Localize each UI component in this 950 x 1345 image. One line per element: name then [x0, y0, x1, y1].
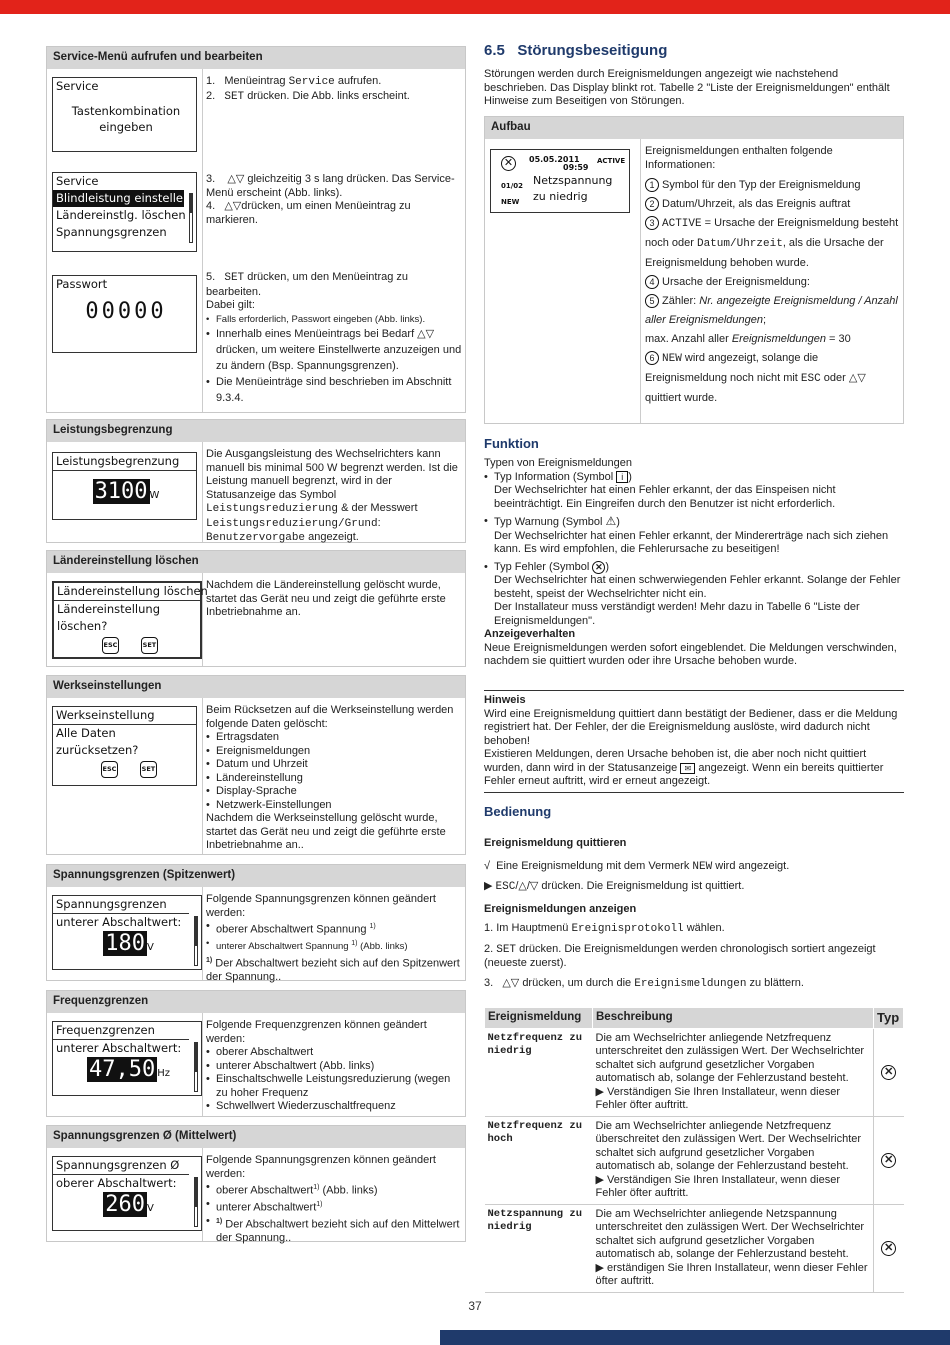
section-leistungsbegrenzung — [46, 419, 466, 543]
envelope-icon: ✉ — [680, 763, 695, 774]
anzeigen-heading: Ereignismeldungen anzeigen — [484, 903, 637, 915]
col-header-ereignis: Ereignismeldung — [485, 1008, 593, 1029]
section-title: Spannungsgrenzen (Spitzenwert) — [47, 865, 465, 887]
bottom-color-bar — [440, 1330, 950, 1345]
section-title: Ländereinstellung löschen — [47, 551, 465, 573]
lcd-service-menu: Service Blindleistung einstellen Ländereinstlg. löschen Spannungsgrenzen — [52, 172, 197, 252]
lcd-freq: Frequenzgrenzen unterer Abschaltwert: 47,50 Hz — [52, 1021, 202, 1096]
scrollbar — [189, 193, 193, 243]
service-steps-3-4: 3. △▽ gleichzeitig 3 s lang drücken. Das Service-Menü erscheint (Abb. links). 4. △▽drücken, um einen Menüeintrag zu markieren. — [206, 173, 455, 226]
heading-bedienung: Bedienung — [484, 804, 552, 819]
heading-funktion: Funktion — [484, 436, 539, 451]
table-row: Netzspannung zu niedrig Die am Wechselrichter anliegende Netzspannung unterschreitet den zulässigen Wert. Der Wechselrichter schaltet sich aufgrund gesetzlicher Vorgaben automatisch ab, solange der Fehlerzustand besteht. ▶ erständigen Sie Ihren Installateur, wenn dieser Fehler öfter auftritt. ✕ — [485, 1204, 904, 1292]
section-title: Leistungsbegrenzung — [47, 420, 465, 442]
lcd-mittel: Spannungsgrenzen Ø oberer Abschaltwert: 260 V — [52, 1156, 202, 1231]
leistung-text: Die Ausgangsleistung des Wechselrichters kann manuell bis minimal 500 W begrenzt werden. Ist die Leistung manuell begrenzt, wird in der Statusanzeige das Symbol Leistungsreduzierung & der Messwert Leistungsreduzierung/Grund: Benutzervorgabe angezeigt. — [206, 448, 458, 544]
error-type-icon: ✕ — [881, 1241, 896, 1256]
hinweis-box: Hinweis Wird eine Ereignismeldung quittiert dann bestätigt der Bediener, dass er die Meldung registriert hat. Der Fehler, der die Ereignismeldung auslöste, wird dadurch nicht behoben! Existieren Meldungen, deren Ursache behoben ist, die aber noch nicht quittiert wurden, dann wird in der Statusanzeige ✉ angezeigt. Wenn ein bereits quittierter Fehler erneut auftritt, wird er erneut angezeigt. — [484, 690, 904, 793]
lcd-password: Passwort 00000 — [52, 275, 197, 353]
section-title: Frequenzgrenzen — [47, 991, 465, 1013]
service-step-5: 5. SET drücken, um den Menüeintrag zu bearbeiten. Dabei gilt: • Falls erforderlich, Passwort eingeben (Abb. links). • Innerhalb eines Menüeintrags bei Bedarf △▽ drücken, um weitere Einstellwerte anzuzeigen und zu ändern (Bsp. Spannungsgrenzen). • Die Menüeinträge sind beschrieben im Abschnitt 9.3.4. — [206, 271, 462, 406]
lcd-event: ✕ 05.05.2011 09:59 ACTIVE 01/02 NEW Netzspannung zu niedrig — [490, 149, 630, 213]
error-type-icon: ✕ — [881, 1153, 896, 1168]
mittel-text: Folgende Spannungsgrenzen können geändert werden: • oberer Abschaltwert$^{1)}$ (Abb. links) • unterer Abschaltwert$^{1)}$ • $^{1)}$ Der Abschaltwert bezieht sich auf den Mittelwert der Spannung.. — [206, 1154, 462, 1246]
col-header-typ: Typ — [874, 1008, 904, 1029]
anzeigen-steps: 1. Im Hauptmenü Ereignisprotokoll wählen. 2. SET drücken. Die Ereignismeldungen werden chronologisch sortiert angezeigt (neueste zuerst). 3. △▽ drücken, um durch die Ereignismeldungen zu blättern. — [484, 922, 876, 990]
page-number: 37 — [468, 1299, 482, 1313]
warning-symbol-icon: ⚠ — [605, 514, 617, 528]
section-aufbau — [484, 116, 904, 424]
section-werkseinstellungen — [46, 675, 466, 855]
marker-3-icon: 3 — [645, 216, 659, 230]
laender-text: Nachdem die Ländereinstellung gelöscht wurde, startet das Gerät neu und zeigt die geführte erste Inbetriebnahme an. — [206, 579, 446, 618]
section-title: Aufbau — [485, 117, 903, 139]
lcd-laender: Ländereinstellung löschen Ländereinstellung löschen? ESC SET — [52, 581, 202, 659]
top-color-bar — [0, 0, 950, 14]
lcd-spitze: Spannungsgrenzen unterer Abschaltwert: 180 V — [52, 895, 202, 970]
esc-key-icon: ESC — [102, 637, 119, 654]
esc-key-icon: ESC — [101, 761, 118, 778]
set-key-icon: SET — [140, 761, 157, 778]
funktion-text: Typen von Ereignismeldungen • Typ Information (Symbol i ) Der Wechselrichter hat einen Fehler erkannt, der das Einspeisen nicht beeinträchtigt. Ein Eingreifen durch den Benutzer ist nicht erforderlich. • Typ Warnung (Symbol ⚠) Der Wechselrichter hat einen Fehler erkannt, der Mindererträge nach sich ziehen kann. Es wird empfohlen, die Fehlerursache zu beseitigen! • Typ Fehler (Symbol ✕ ) Der Wechselrichter hat einen schwerwiegenden Fehler erkannt. Solange der Fehler besteht, speist der Wechselrichter nicht ein. Der Installateur muss verständigt werden! Mehr dazu in Tabelle 6 "Liste der Ereignismeldungen". Anzeigeverhalten Neue Ereignismeldungen werden sofort eingeblendet. Die Meldungen verschwinden, nachdem sie quittiert wurden oder ihre Ursache behoben wurde. — [484, 457, 904, 669]
error-symbol-icon: ✕ — [592, 561, 605, 574]
scrollbar — [194, 1042, 198, 1092]
marker-6-icon: 6 — [645, 351, 659, 365]
section-spannungsgrenzen-mittel — [46, 1125, 466, 1245]
aufbau-info: Ereignismeldungen enthalten folgende Informationen: 1 Symbol für den Typ der Ereignismeldung 2 Datum/Uhrzeit, als das Ereignis auftrat 3 ACTIVE = Ursache der Ereignismeldung besteht noch oder Datum/Uhrzeit, als die Ursache der Ereignismeldung behoben wurde. 4 Ursache der Ereignismeldung: 5 Zähler: Nr. angezeigte Ereignismeldung / Anzahl aller Ereignismeldungen; max. Anzahl aller Ereignismeldungen = 30 6 NEW wird angezeigt, solange die Ereignismeldung noch nicht mit ESC oder △▽ quittiert wurde. — [645, 145, 899, 404]
quittieren-heading: Ereignismeldung quittieren — [484, 837, 627, 849]
scrollbar — [194, 916, 198, 966]
table-row: Netzfrequenz zu hoch Die am Wechselrichter anliegende Netzfrequenz überschreitet den zulässigen Wert. Der Wechselrichter schaltet sich aufgrund gesetzlicher Vorgaben automatisch ab, solange der Fehlerzustand besteht. ▶ Verständigen Sie Ihren Installateur, wenn dieser Fehler öfter auftritt. ✕ — [485, 1116, 904, 1204]
section-laendereinstellung — [46, 550, 466, 667]
marker-1-icon: 1 — [645, 178, 659, 192]
section-service-menu — [46, 46, 466, 413]
marker-4-icon: 4 — [645, 275, 659, 289]
lcd-service-combo: Service Tastenkombination eingeben — [52, 77, 197, 152]
section-title: Werkseinstellungen — [47, 676, 465, 698]
marker-5-icon: 5 — [645, 294, 659, 308]
col-header-beschreibung: Beschreibung — [593, 1008, 874, 1029]
section-spannungsgrenzen-spitze — [46, 864, 466, 981]
table-row: Netzfrequenz zu niedrig Die am Wechselrichter anliegende Netzfrequenz unterschreitet den zulässigen Wert. Der Wechselrichter schaltet sich aufgrund gesetzlicher Vorgaben automatisch ab, solange der Fehlerzustand besteht. ▶ Verständigen Sie Ihren Installateur, wenn dieser Fehler öfter auftritt. ✕ — [485, 1028, 904, 1116]
error-type-icon: ✕ — [881, 1065, 896, 1080]
section-title: Spannungsgrenzen Ø (Mittelwert) — [47, 1126, 465, 1148]
error-symbol-icon: ✕ — [501, 156, 516, 171]
service-steps-1-2: 1. Menüeintrag Service aufrufen. 2. SET drücken. Die Abb. links erscheint. — [206, 75, 410, 103]
lcd-werk: Werkseinstellung Alle Daten zurücksetzen? ESC SET — [52, 706, 197, 786]
set-key-icon: SET — [141, 637, 158, 654]
spitze-text: Folgende Spannungsgrenzen können geändert werden: • oberer Abschaltwert Spannung $^{1)}$ • unterer Abschaltwert Spannung $^{1)}$ (Abb. links) $^{1)}$ Der Abschaltwert bezieht sich auf den Spitzenwert der Spannung.. — [206, 893, 462, 984]
freq-text: Folgende Frequenzgrenzen können geändert werden: • oberer Abschaltwert • unterer Abschaltwert (Abb. links) • Einschaltschwelle Leistungsreduzierung (wegen zu hoher Frequenz • Schwellwert Wiederzuschaltfrequenz — [206, 1019, 462, 1114]
werk-text: Beim Rücksetzen auf die Werkseinstellung werden folgende Daten gelöscht: • Ertragsdaten • Ereignismeldungen • Datum und Uhrzeit • Ländereinstellung • Display-Sprache • Netzwerk-Einstellungen Nachdem die Werkseinstellung gelöscht wurde, startet das Gerät neu und zeigt die geführte erste Inbetriebnahme an.. — [206, 704, 462, 853]
event-table — [484, 1007, 904, 1293]
section-title: Service-Menü aufrufen und bearbeiten — [47, 47, 465, 69]
quittieren-steps: √ Eine Ereignismeldung mit dem Vermerk NEW wird angezeigt. ▶ ESC/△/▽ drücken. Die Ereignismeldung ist quittiert. — [484, 860, 790, 893]
intro-text: Störungen werden durch Ereignismeldungen angezeigt wie nachstehend beschrieben. Das Display blinkt rot. Tabelle 2 "Liste der Ereignismeldungen" enthält Hinweise zum Beseitigen von Störungen. — [484, 68, 890, 107]
info-symbol-icon: i — [616, 471, 628, 483]
heading-stoerungsbeseitigung: 6.5 Störungsbeseitigung — [484, 42, 668, 59]
lcd-leistung: Leistungsbegrenzung 3100 W — [52, 452, 197, 520]
section-frequenzgrenzen — [46, 990, 466, 1117]
scrollbar — [194, 1177, 198, 1227]
marker-2-icon: 2 — [645, 197, 659, 211]
